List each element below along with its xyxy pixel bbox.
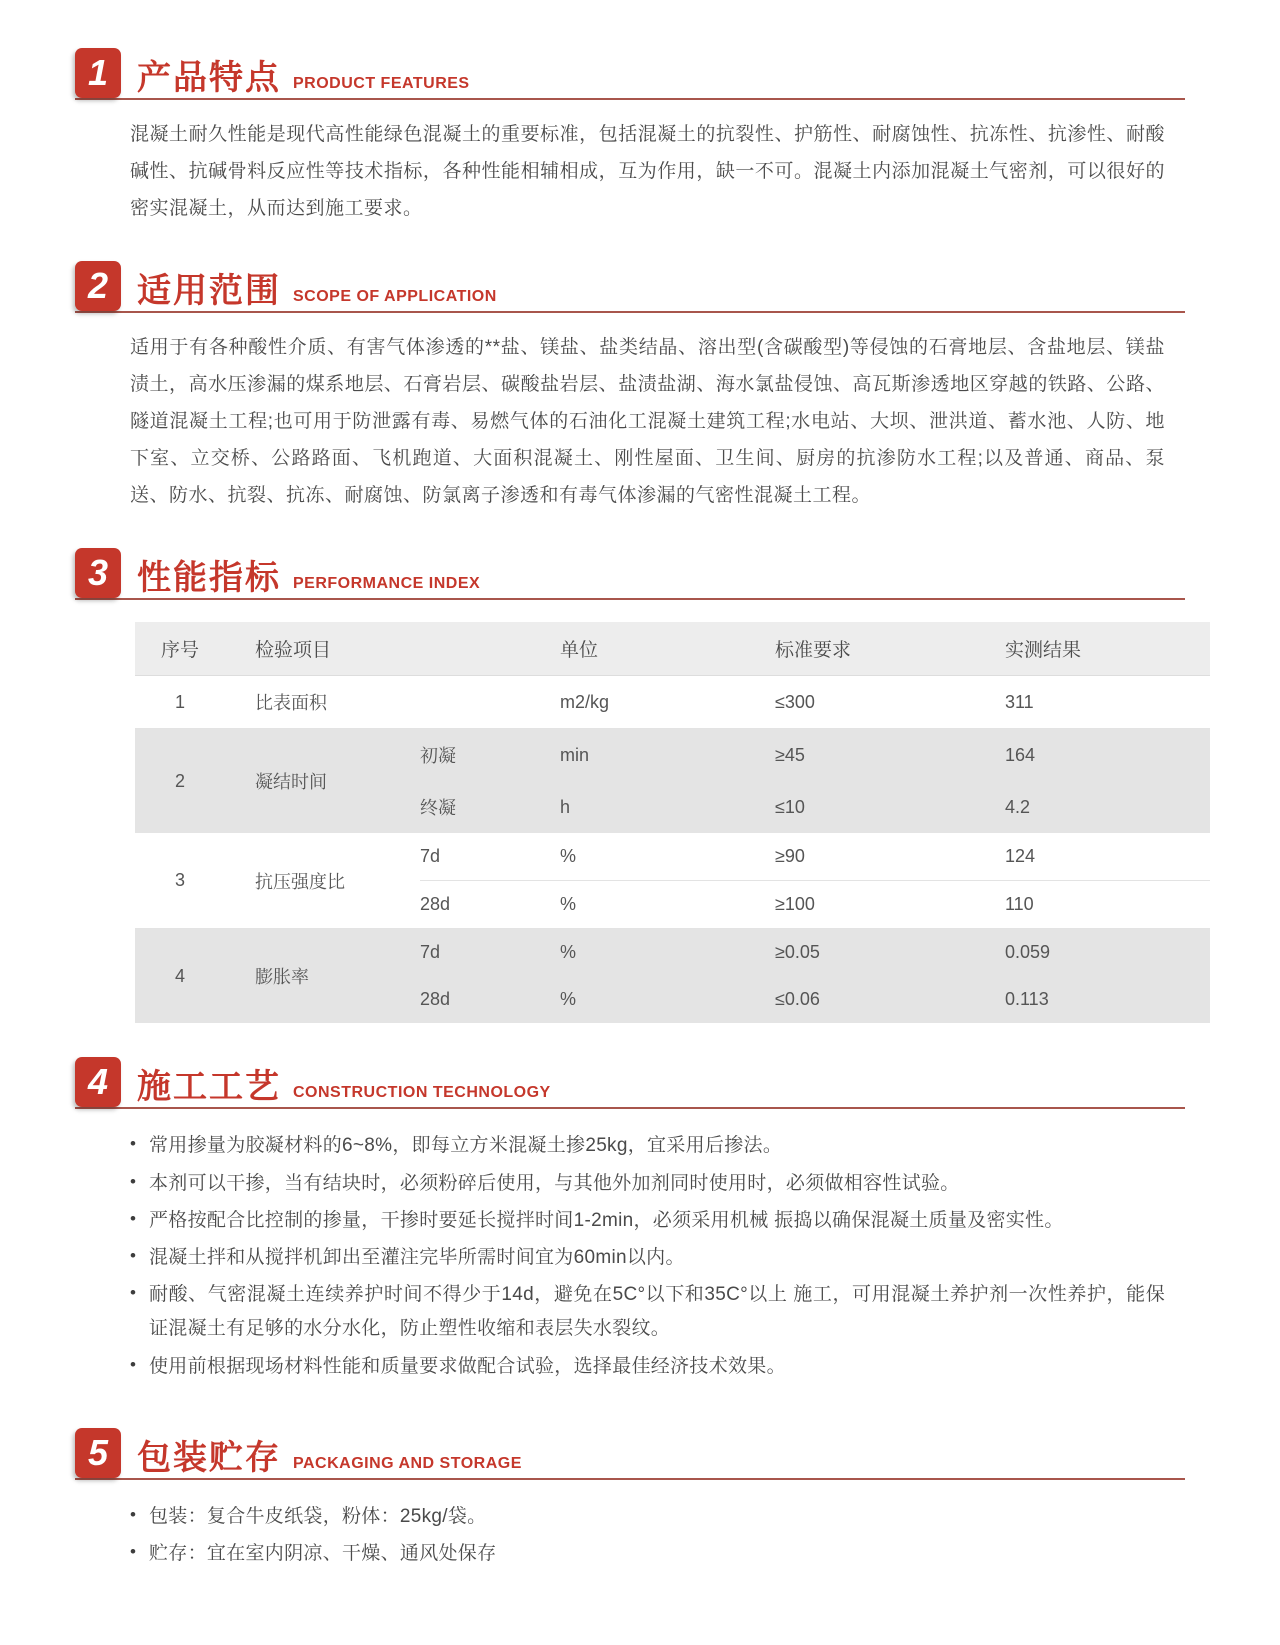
bullet-item: • 贮存：宜在室内阴凉、干燥、通风处保存 [130, 1537, 1165, 1571]
table-cell: 凝结时间 [225, 729, 420, 834]
table-cell: ≥100 [775, 894, 815, 915]
bullet-item: • 严格按配合比控制的掺量，干掺时要延长搅拌时间1-2min，必须采用机械 振捣以确保混凝土质量及密实性。 [130, 1204, 1165, 1238]
table-cell: ≥45 [775, 729, 1005, 782]
section-header [75, 261, 1185, 313]
section-number-badge: 4 [75, 1057, 121, 1107]
section-construction-technology [75, 1057, 1185, 1383]
table-row [135, 676, 1210, 729]
table-cell: 初凝 [420, 729, 560, 782]
table-cell: 7d [420, 929, 560, 977]
table-cell: 28d [420, 976, 560, 1023]
section-header [75, 1057, 1185, 1109]
section-performance-index [75, 548, 1185, 1023]
section-subtitle-en: PERFORMANCE INDEX [293, 575, 481, 593]
section-subtitle-en: SCOPE OF APPLICATION [293, 288, 497, 306]
table-cell: 1 [174, 691, 185, 712]
section-header [75, 548, 1185, 600]
table-row [135, 729, 1210, 782]
section-packaging-and-storage [75, 1428, 1185, 1571]
section-paragraph: 混凝土耐久性能是现代高性能绿色混凝土的重要标准，包括混凝土的抗裂性、护筋性、耐腐蚀性、抗冻性、抗渗性、耐酸碱性、抗碱骨料反应性等技术指标，各种性能相辅相成，互为作用，缺一不可。混凝土内添加混凝土气密剂，可以很好的密实混凝土，从而达到施工要求。 [130, 124, 1165, 220]
table-cell: ≥90 [775, 846, 805, 867]
table-cell: 311 [1005, 691, 1034, 712]
table-cell: % [560, 929, 775, 977]
table-cell: 比表面积 [255, 693, 327, 714]
bullet-item: • 使用前根据现场材料性能和质量要求做配合试验，选择最佳经济技术效果。 [130, 1350, 1165, 1384]
table-cell: % [560, 846, 577, 867]
performance-table-head [135, 622, 1210, 676]
section-scope-of-application [75, 261, 1185, 514]
table-row [135, 929, 1210, 977]
table-cell: min [560, 729, 775, 782]
table-cell: 28d [420, 894, 451, 915]
table-header-cell: 实测结果 [1005, 622, 1210, 676]
section-title: 性能指标 [137, 559, 281, 598]
bullet-list [130, 1129, 1165, 1383]
table-cell: 抗压强度比 [255, 871, 345, 892]
bullet-item: • 耐酸、气密混凝土连续养护时间不得少于14d，避免在5C°以下和35C°以上 施工，可用混凝土养护剂一次性养护，能保证混凝土有足够的水分水化，防止塑性收缩和表层失水裂纹。 [130, 1278, 1165, 1346]
section-number-badge: 2 [75, 261, 121, 311]
bullet-item: • 混凝土拌和从搅拌机卸出至灌注完毕所需时间宜为60min以内。 [130, 1241, 1165, 1275]
table-cell: ≤300 [775, 691, 815, 712]
table-cell: 3 [174, 870, 185, 891]
table-cell: 110 [1005, 894, 1034, 915]
table-cell [420, 676, 560, 729]
table-cell: 164 [1005, 729, 1210, 782]
table-header-cell [420, 622, 560, 676]
table-cell: 4 [135, 929, 225, 1024]
table-cell: ≥0.05 [775, 929, 1005, 977]
table-cell: % [560, 976, 775, 1023]
performance-table [135, 622, 1210, 1023]
table-row [135, 833, 1210, 881]
section-subtitle-en: PACKAGING AND STORAGE [293, 1454, 522, 1472]
table-cell: ≤10 [775, 781, 1005, 833]
section-number-badge: 5 [75, 1428, 121, 1478]
table-cell: % [560, 894, 577, 915]
table-cell: h [560, 781, 775, 833]
section-subtitle-en: PRODUCT FEATURES [293, 75, 470, 92]
bullet-list [130, 1500, 1165, 1571]
section-title: 产品特点 [137, 59, 281, 97]
table-cell: 膨胀率 [225, 929, 420, 1024]
table-cell: 终凝 [420, 781, 560, 833]
section-number-badge: 3 [75, 548, 121, 598]
table-cell: 124 [1005, 846, 1036, 867]
section-subtitle-en: CONSTRUCTION TECHNOLOGY [293, 1084, 551, 1102]
table-cell: 0.059 [1005, 929, 1210, 977]
table-header-cell: 标准要求 [775, 622, 1005, 676]
section-title: 施工工艺 [137, 1068, 281, 1107]
section-title: 适用范围 [137, 272, 281, 311]
table-cell: 4.2 [1005, 781, 1210, 833]
table-cell: 0.113 [1005, 976, 1210, 1023]
section-header [75, 1428, 1185, 1480]
table-header-cell: 检验项目 [225, 622, 420, 676]
table-cell: ≤0.06 [775, 976, 1005, 1023]
bullet-item: • 包装：复合牛皮纸袋，粉体：25kg/袋。 [130, 1500, 1165, 1534]
table-cell: 2 [135, 729, 225, 834]
performance-table-body [135, 676, 1210, 1024]
section-paragraph: 适用于有各种酸性介质、有害气体渗透的**盐、镁盐、盐类结晶、溶出型(含碳酸型)等侵蚀的石膏地层、含盐地层、镁盐渍土，高水压渗漏的煤系地层、石膏岩层、碳酸盐岩层、盐渍盐湖、海水氯盐侵蚀、高瓦斯渗透地区穿越的铁路、公路、隧道混凝土工程;也可用于防泄露有毒、易燃气体的石油化工混凝土建筑工程;水电站、大坝、泄洪道、蓄水池、人防、地下室、立交桥、公路路面、飞机跑道、大面积混凝土、刚性屋面、卫生间、厨房的抗渗防水工程;以及普通、商品、泵送、防水、抗裂、抗冻、耐腐蚀、防氯离子渗透和有毒气体渗漏的气密性混凝土工程。 [130, 337, 1165, 507]
table-header-cell: 序号 [135, 622, 225, 676]
table-header-cell: 单位 [560, 622, 775, 676]
section-number-badge: 1 [75, 48, 121, 98]
section-header [75, 48, 1185, 100]
section-product-features [75, 48, 1185, 227]
table-cell: 7d [420, 846, 441, 867]
section-title: 包装贮存 [137, 1438, 281, 1477]
bullet-item: • 常用掺量为胶凝材料的6~8%，即每立方米混凝土掺25kg，宜采用后掺法。 [130, 1129, 1165, 1163]
bullet-item: • 本剂可以干掺，当有结块时，必须粉碎后使用，与其他外加剂同时使用时，必须做相容性试验。 [130, 1167, 1165, 1201]
table-cell: m2/kg [560, 691, 610, 712]
